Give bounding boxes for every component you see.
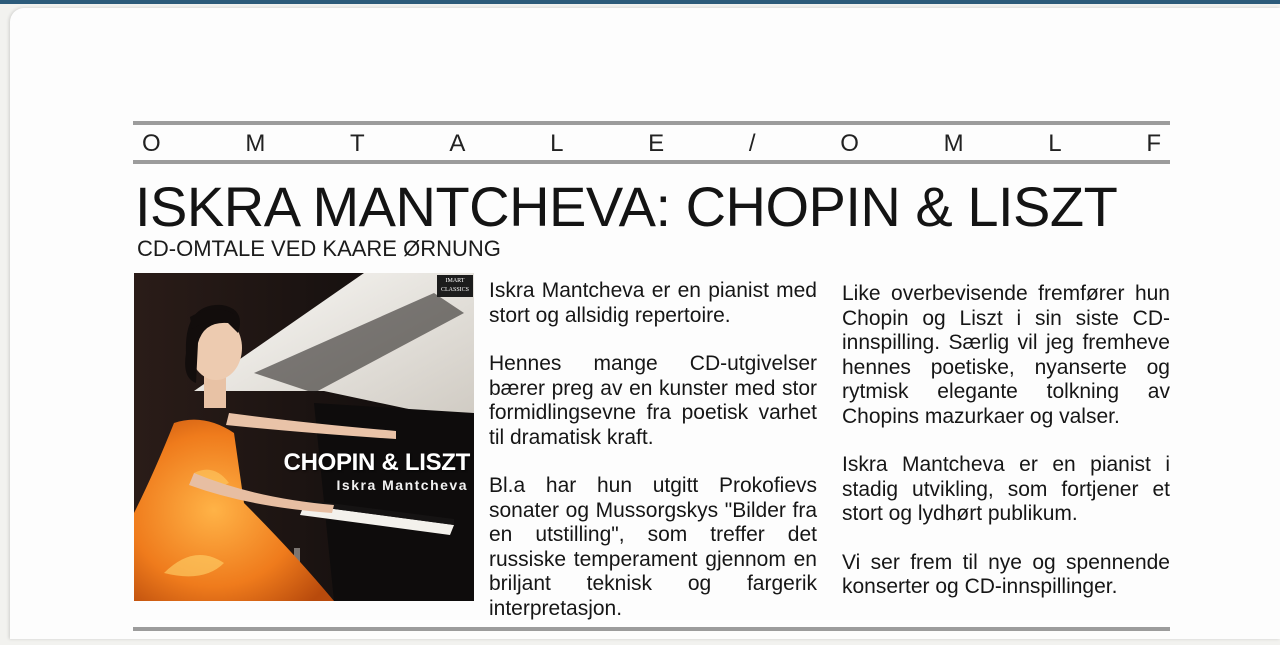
section-label <box>133 129 1170 159</box>
page-top-edge <box>0 0 1280 4</box>
section-letter: O <box>840 130 859 157</box>
record-label-logo: IMART CLASSICS <box>437 275 473 297</box>
section-letter: L <box>1048 130 1062 157</box>
article-title: ISKRA MANTCHEVA: CHOPIN & LISZT <box>135 175 1118 238</box>
article-column-1 <box>489 279 817 645</box>
paragraph: Iskra Mantcheva er en pianist i stadig utvikling, som fortjener et stort og lydhørt publikum. <box>842 453 1170 525</box>
section-letter: L <box>550 130 564 157</box>
section-letter: / <box>748 130 756 157</box>
section-letter: T <box>350 130 365 157</box>
section-letter: A <box>449 130 466 157</box>
album-cover-image <box>134 273 474 601</box>
section-letter: E <box>648 130 665 157</box>
paragraph: Bl.a har hun utgitt Prokofievs sonater og Mussorgskys "Bilder fra en utstilling", som treffer det russiske temperament gjennom en briljant teknisk og fargerik interpretasjon. <box>489 474 817 620</box>
section-rule <box>133 160 1170 164</box>
paragraph: Hennes mange CD-utgivelser bærer preg av en kunster med stor formidlingsevne fra poetisk varhet til dramatisk kraft. <box>489 352 817 449</box>
paragraph: Iskra Mantcheva er en pianist med stort og allsidig repertoire. <box>489 279 817 327</box>
paragraph: Like overbevisende fremfører hun Chopin og Liszt i sin siste CD-innspilling. Særlig vil jeg fremheve hennes poetiske, nyanserte og rytmisk elegante tolkning av Chopins mazurkaer og valser. <box>842 282 1170 428</box>
paragraph: Vi ser frem til nye og spennende konserter og CD-innspillinger. <box>842 550 1170 598</box>
cover-artist: Iskra Mantcheva <box>336 477 468 493</box>
article-column-2 <box>842 282 1170 624</box>
article-byline: CD-OMTALE VED KAARE ØRNUNG <box>137 236 501 261</box>
section-letter: M <box>245 130 266 157</box>
section-letter: M <box>943 130 964 157</box>
cover-title: CHOPIN & LISZT <box>283 449 470 476</box>
section-letter: F <box>1146 130 1161 157</box>
cover-illustration <box>134 273 474 601</box>
bottom-rule <box>133 627 1170 631</box>
top-rule <box>133 121 1170 125</box>
section-letter: O <box>142 130 161 157</box>
